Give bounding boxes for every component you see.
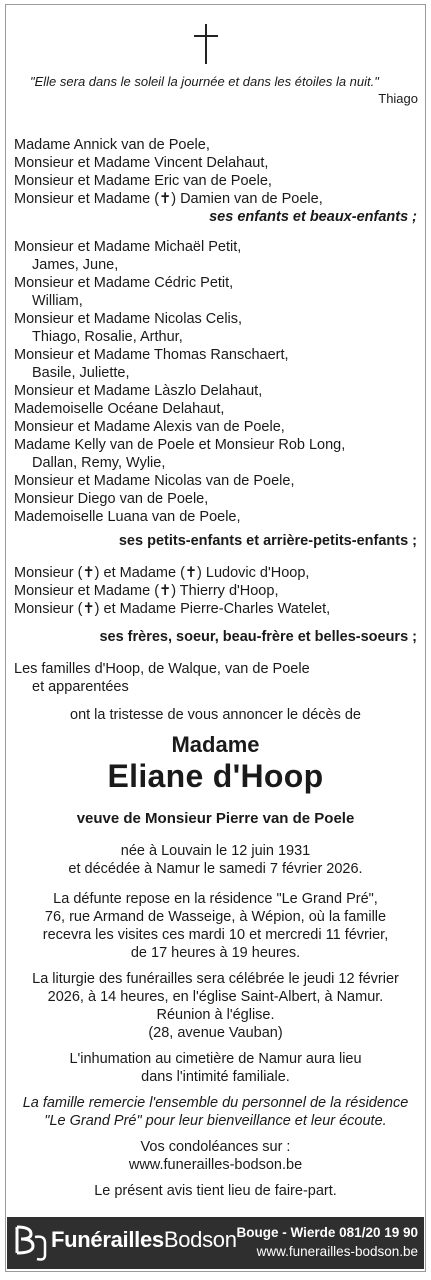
list-item: Mademoiselle Luana van de Poele,	[14, 509, 241, 525]
list-item: Madame Annick van de Poele,	[14, 137, 210, 153]
list-item: Mademoiselle Océane Delahaut,	[14, 401, 225, 417]
death-line: et décédée à Namur le samedi 7 février 2026.	[68, 861, 363, 877]
grandchildren-list	[14, 238, 345, 526]
list-item: Basile, Juliette,	[32, 365, 130, 381]
families-line: Les familles d'Hoop, de Walque, van de Poele	[14, 661, 310, 677]
repose-line: recevra les visites ces mardi 10 et mercredi 11 février,	[42, 927, 389, 943]
announcement: ont la tristesse de vous annoncer le décès de	[70, 707, 361, 723]
burial-line: L'inhumation au cimetière de Namur aura lieu	[69, 1051, 362, 1067]
repose-line: La défunte repose en la résidence "Le Grand Pré",	[53, 891, 378, 907]
list-item: Monsieur et Madame Cédric Petit,	[14, 275, 234, 291]
epigraph-quote: "Elle sera dans le soleil la journée et dans les étoiles la nuit."	[30, 74, 379, 89]
list-item: Monsieur et Madame Michaël Petit,	[14, 239, 242, 255]
repose-block	[0, 890, 431, 962]
deceased-title: Madame	[171, 732, 260, 757]
liturgy-line: La liturgie des funérailles sera célébrée le jeudi 12 février	[32, 971, 399, 987]
funeral-home-brand	[51, 1227, 237, 1253]
list-item: Monsieur et Madame Nicolas Celis,	[14, 311, 243, 327]
list-item: Dallan, Remy, Wylie,	[32, 455, 166, 471]
repose-line: de 17 heures à 19 heures.	[130, 945, 301, 961]
list-item: Monsieur et Madame Vincent Delahaut,	[14, 155, 269, 171]
funeral-home-banner	[7, 1217, 424, 1269]
repose-line: 76, rue Armand de Wasseige, à Wépion, où la famille	[44, 909, 387, 925]
epigraph-author: Thiago	[378, 91, 418, 106]
condolences-block	[0, 1138, 431, 1174]
condolences-link[interactable]: www.funerailles-bodson.be	[128, 1157, 303, 1173]
families-line: et apparentées	[32, 679, 129, 695]
contact-website[interactable]: www.funerailles-bodson.be	[256, 1244, 418, 1259]
list-item: Madame Kelly van de Poele et Monsieur Rob Long,	[14, 437, 346, 453]
brand-word-1: Funérailles	[51, 1227, 164, 1252]
list-item: Monsieur et Madame Eric van de Poele,	[14, 173, 272, 189]
list-item: William,	[32, 293, 83, 309]
list-item: Monsieur et Madame Alexis van de Poele,	[14, 419, 285, 435]
burial-line: dans l'intimité familiale.	[141, 1069, 290, 1085]
liturgy-block	[0, 970, 431, 1042]
deceased-name: Eliane d'Hoop	[107, 758, 324, 794]
thanks-block	[0, 1094, 431, 1130]
list-item: Monsieur et Madame Làszlo Delahaut,	[14, 383, 263, 399]
thanks-line: "Le Grand Pré" pour leur bienveillance et leur écoute.	[44, 1113, 387, 1129]
liturgy-line: 2026, à 14 heures, en l'église Saint-Albert, à Namur.	[47, 989, 384, 1005]
list-item: Monsieur et Madame Thomas Ranschaert,	[14, 347, 289, 363]
list-item: James, June,	[32, 257, 119, 273]
list-item: Monsieur et Madame (✝) Damien van de Poele,	[14, 191, 323, 207]
list-item: Monsieur et Madame Nicolas van de Poele,	[14, 473, 295, 489]
condolences-label: Vos condoléances sur :	[140, 1139, 291, 1155]
grandchildren-label: ses petits-enfants et arrière-petits-enfants ;	[118, 533, 417, 549]
list-item: Monsieur (✝) et Madame Pierre-Charles Watelet,	[14, 601, 331, 617]
children-label: ses enfants et beaux-enfants ;	[209, 209, 417, 225]
siblings-label: ses frères, soeur, beau-frère et belles-soeurs ;	[99, 629, 417, 645]
birth-death-block	[0, 842, 431, 878]
funeral-home-logo-icon	[11, 1223, 51, 1263]
liturgy-line: Réunion à l'église.	[156, 1007, 275, 1023]
faire-part-notice: Le présent avis tient lieu de faire-part.	[94, 1183, 337, 1199]
list-item: Thiago, Rosalie, Arthur,	[32, 329, 183, 345]
contact-phone: Bouge - Wierde 081/20 19 90	[236, 1225, 418, 1240]
liturgy-line: (28, avenue Vauban)	[148, 1025, 283, 1041]
list-item: Monsieur et Madame (✝) Thierry d'Hoop,	[14, 583, 279, 599]
children-list	[14, 136, 323, 208]
families-block	[14, 660, 310, 696]
cross-icon	[194, 24, 218, 64]
birth-line: née à Louvain le 12 juin 1931	[120, 843, 311, 859]
thanks-line: La famille remercie l'ensemble du personnel de la résidence	[22, 1095, 409, 1111]
burial-block	[0, 1050, 431, 1086]
list-item: Monsieur Diego van de Poele,	[14, 491, 209, 507]
list-item: Monsieur (✝) et Madame (✝) Ludovic d'Hoop,	[14, 565, 310, 581]
brand-word-2: Bodson	[163, 1227, 237, 1252]
widow-of: veuve de Monsieur Pierre van de Poele	[76, 810, 355, 827]
siblings-list	[14, 564, 330, 618]
